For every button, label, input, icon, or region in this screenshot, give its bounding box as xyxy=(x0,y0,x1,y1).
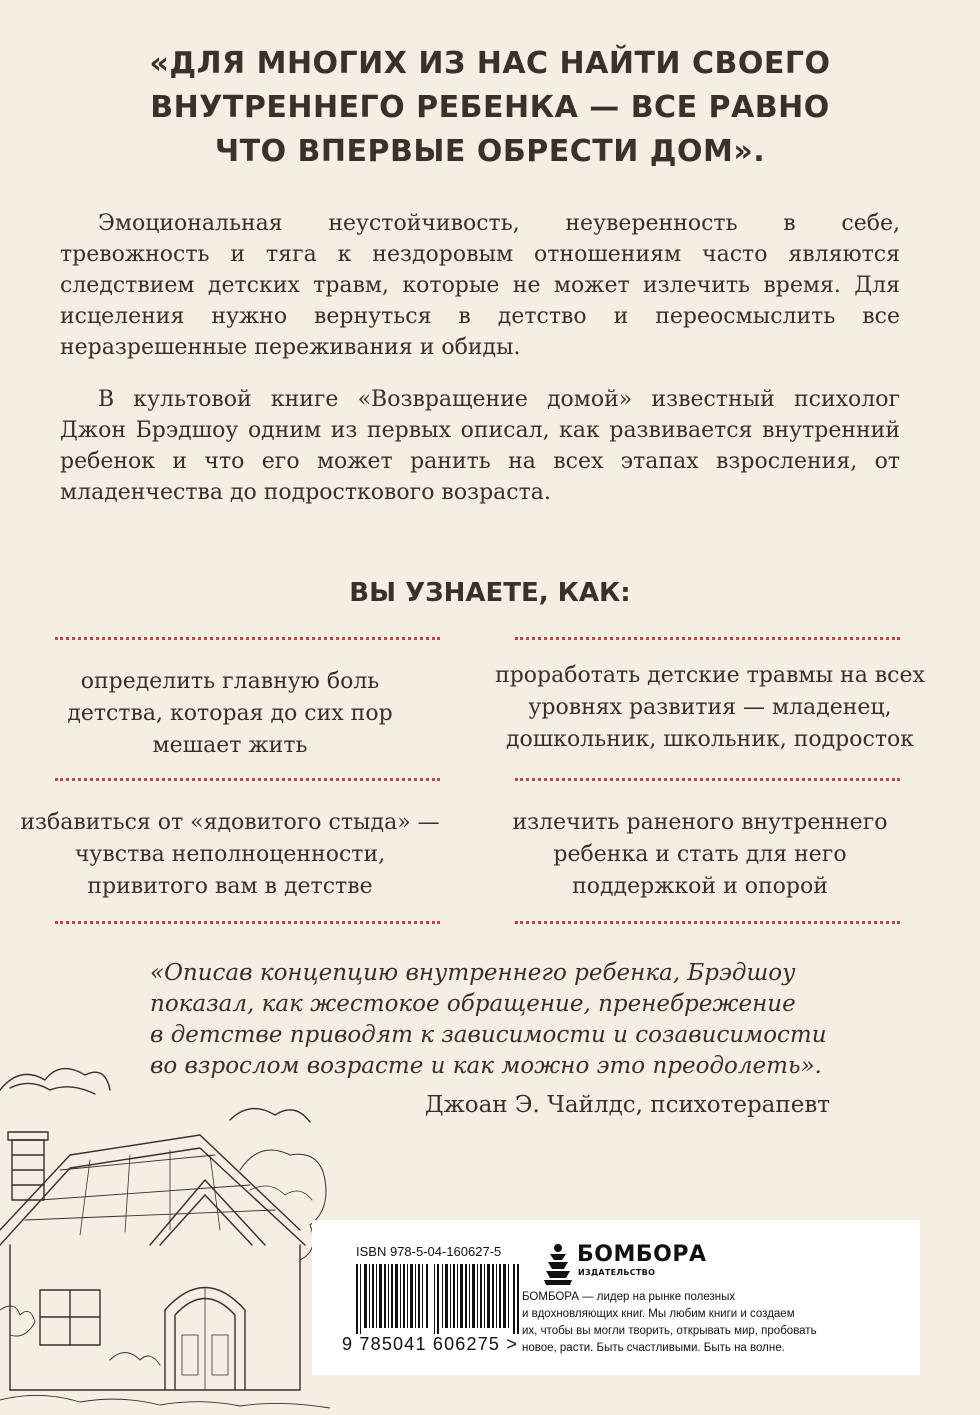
publisher-blurb xyxy=(522,1289,892,1357)
learn-item-line: излечить раненого внутреннего xyxy=(512,810,888,835)
quote-line: «Описав концепцию внутреннего ребенка, Брэдшоу xyxy=(150,960,796,986)
barcode-digits: 9 785041 606275 > xyxy=(342,1334,519,1354)
blurb-line: их, чтобы вы могли творить, открывать мир, пробовать xyxy=(522,1325,817,1337)
learn-item-line: чувства неполноценности, xyxy=(74,842,386,867)
publisher-name: БОМБОРА xyxy=(577,1242,707,1267)
blurb-line: новое, расти. Быть счастливыми. Быть на волне. xyxy=(522,1342,785,1354)
divider-dotted xyxy=(515,637,900,640)
headline-quote xyxy=(60,42,920,174)
barcode-panel xyxy=(312,1220,920,1375)
learn-item-line: привитого вам в детстве xyxy=(87,874,373,899)
divider-dotted xyxy=(515,778,900,781)
blurb-line: и вдохновляющих книг. Мы любим книги и создаем xyxy=(522,1308,795,1320)
learn-item-line: мешает жить xyxy=(152,733,308,758)
blurb-line: БОМБОРА — лидер на рынке полезных xyxy=(522,1291,736,1303)
headline-line: «ДЛЯ МНОГИХ ИЗ НАС НАЙТИ СВОЕГО xyxy=(149,46,831,81)
learn-item-line: поддержкой и опорой xyxy=(572,874,828,899)
description xyxy=(60,208,900,529)
headline-line: ЧТО ВПЕРВЫЕ ОБРЕСТИ ДОМ». xyxy=(214,134,766,169)
learn-item xyxy=(480,660,940,756)
learn-item-line: ребенка и стать для него xyxy=(553,842,847,867)
learn-item-line: детства, которая до сих пор xyxy=(67,701,393,726)
learn-item-line: дошкольник, школьник, подросток xyxy=(506,727,914,752)
isbn-label: ISBN 978-5-04-160627-5 xyxy=(356,1244,502,1259)
divider-dotted xyxy=(55,921,440,924)
learn-item xyxy=(490,807,910,903)
headline-line: ВНУТРЕННЕГО РЕБЕНКА — ВСЕ РАВНО xyxy=(150,90,830,125)
description-paragraph: Эмоциональная неустойчивость, неуверенность в себе, тревожность и тяга к нездоровым отношениям часто являются следствием детских травм, которые не может излечить время. Для исцеления нужно вернуться в детство и переосмыслить все неразрешенные переживания и обиды. xyxy=(60,211,900,360)
learn-item xyxy=(20,807,440,903)
quote-line: показал, как жестокое обращение, пренебрежение xyxy=(150,991,796,1017)
quote-line: во взрослом возрасте и как можно это преодолеть». xyxy=(150,1053,822,1079)
barcode-graphic xyxy=(356,1264,520,1334)
learn-item-line: проработать детские травмы на всех xyxy=(495,663,925,688)
publisher-subtitle: ИЗДАТЕЛЬСТВО xyxy=(578,1268,656,1277)
learn-item-line: уровнях развития — младенец, xyxy=(528,695,892,720)
quote-line: в детстве приводят к зависимости и созависимости xyxy=(150,1022,827,1048)
description-paragraph: В культовой книге «Возвращение домой» известный психолог Джон Брэдшоу одним из первых описал, как развивается внутренний ребенок и что его может ранить на всех этапах взросления, от младенчества до подросткового возраста. xyxy=(60,387,900,505)
divider-dotted xyxy=(55,637,440,640)
learn-title: ВЫ УЗНАЕТЕ, КАК: xyxy=(349,578,631,608)
learn-item-line: определить главную боль xyxy=(80,669,380,694)
quote-author: Джоан Э. Чайлдс, психотерапевт xyxy=(424,1092,830,1118)
learn-item xyxy=(30,666,430,762)
divider-dotted xyxy=(55,778,440,781)
house-illustration xyxy=(0,1060,330,1415)
bombora-logo-icon xyxy=(540,1242,576,1286)
divider-dotted xyxy=(515,921,900,924)
learn-item-line: избавиться от «ядовитого стыда» — xyxy=(20,810,440,835)
